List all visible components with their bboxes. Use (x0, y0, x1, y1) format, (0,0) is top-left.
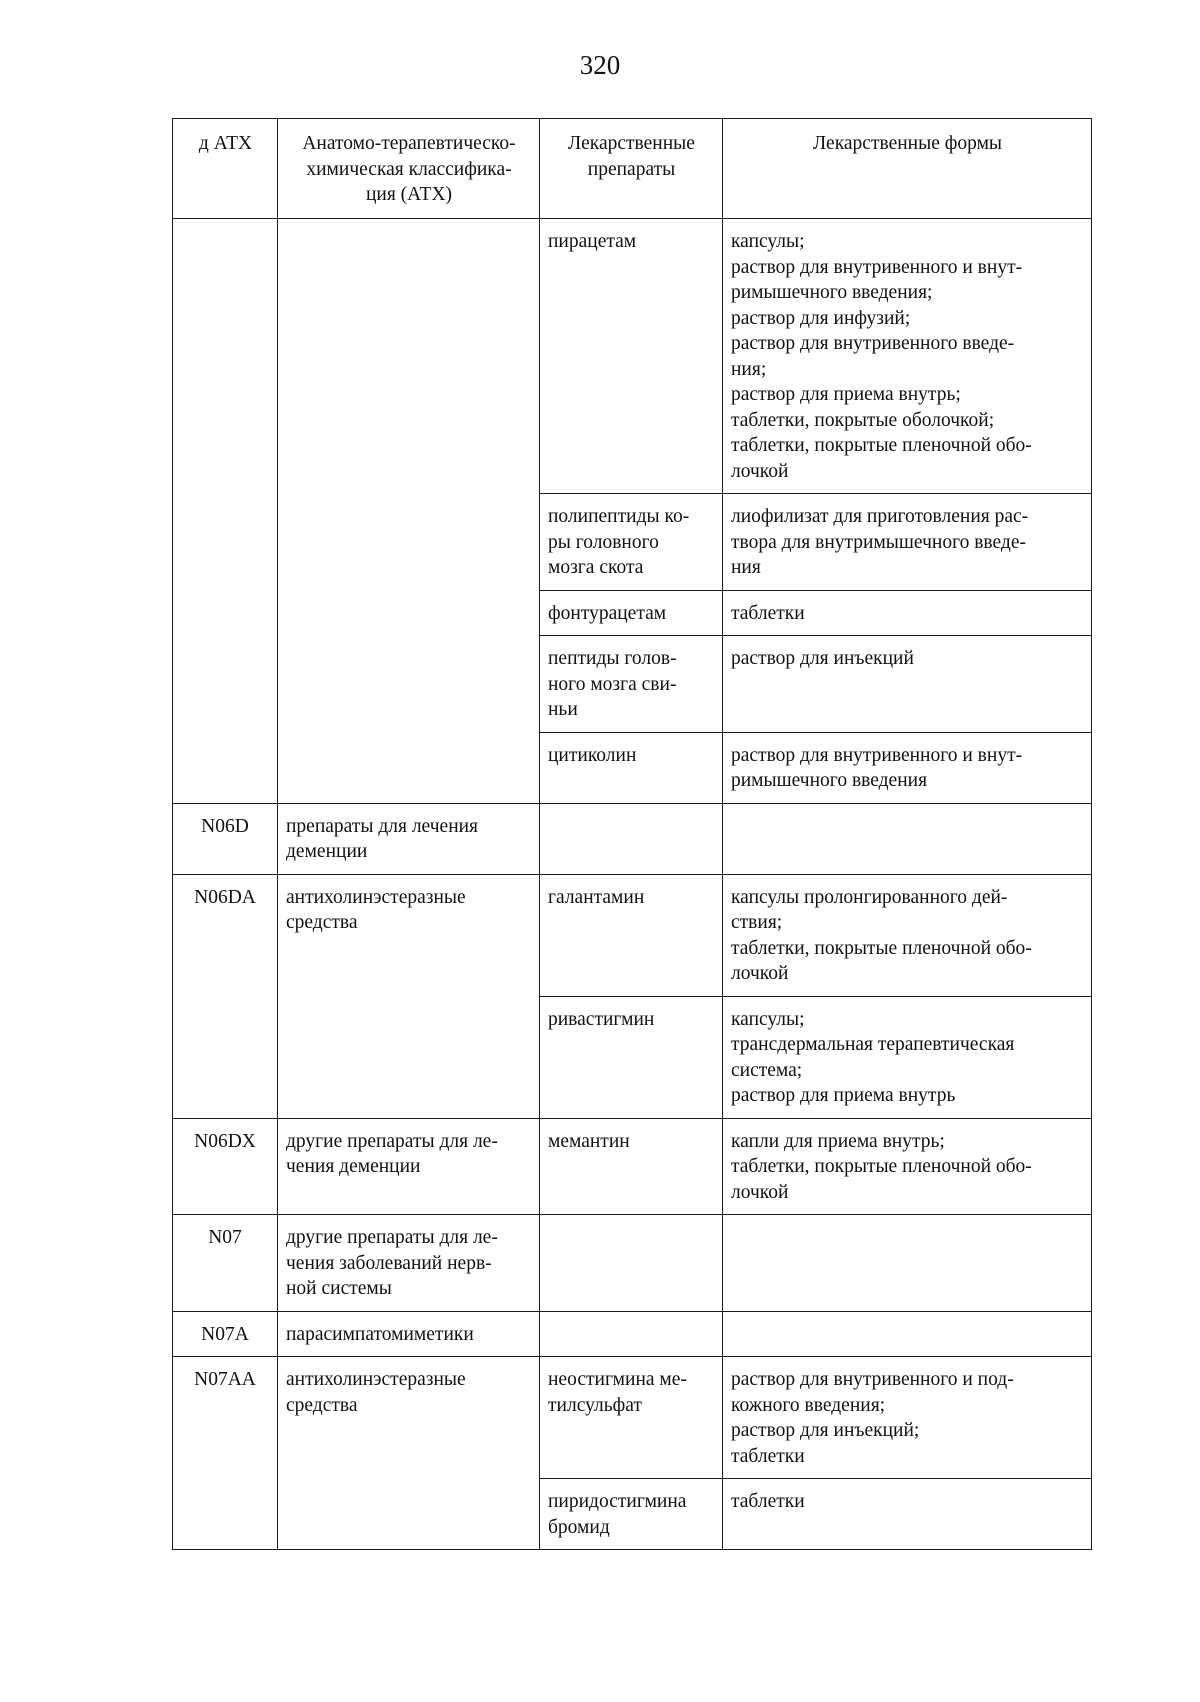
drug-name-cell: фонтурацетам (540, 590, 723, 636)
page-number: 320 (579, 50, 621, 80)
dosage-forms-cell: лиофилизат для приготовления рас- твора для внутримышечного введе- ния (723, 494, 1092, 591)
atx-name-cell: препараты для лечения деменции (278, 803, 540, 874)
header-dosage-forms: Лекарственные формы (723, 119, 1092, 219)
atx-name-cell: антихолинэстеразные средства (278, 1357, 540, 1550)
dosage-forms-cell: раствор для внутривенного и внут- римышечного введения (723, 732, 1092, 803)
atx-name-cell (278, 219, 540, 804)
drug-name-cell (540, 1215, 723, 1312)
drug-name-cell: пиридостигмина бромид (540, 1479, 723, 1550)
drug-name-cell: мемантин (540, 1118, 723, 1215)
dosage-forms-cell (723, 1311, 1092, 1357)
atx-code-cell: N06DA (173, 874, 278, 1118)
dosage-forms-cell: капли для приема внутрь; таблетки, покрытые пленочной обо- лочкой (723, 1118, 1092, 1215)
atx-name-cell: другие препараты для ле- чения заболеваний нерв- ной системы (278, 1215, 540, 1312)
dosage-forms-cell (723, 1215, 1092, 1312)
atx-classification-table (172, 118, 1092, 1550)
table-row (173, 1311, 1092, 1357)
dosage-forms-cell: раствор для внутривенного и под- кожного введения; раствор для инъекций; таблетки (723, 1357, 1092, 1479)
table-header-row (173, 119, 1092, 219)
atx-name-cell: антихолинэстеразные средства (278, 874, 540, 1118)
drug-name-cell: полипептиды ко- ры головного мозга скота (540, 494, 723, 591)
dosage-forms-cell: таблетки (723, 590, 1092, 636)
table-row (173, 1215, 1092, 1312)
atx-name-cell: другие препараты для ле- чения деменции (278, 1118, 540, 1215)
dosage-forms-cell (723, 803, 1092, 874)
atx-code-cell: N06D (173, 803, 278, 874)
drug-name-cell: пирацетам (540, 219, 723, 494)
dosage-forms-cell: капсулы; трансдермальная терапевтическая система; раствор для приема внутрь (723, 996, 1092, 1118)
table-row (173, 803, 1092, 874)
dosage-forms-cell: раствор для инъекций (723, 636, 1092, 733)
table-row (173, 874, 1092, 996)
dosage-forms-cell: таблетки (723, 1479, 1092, 1550)
dosage-forms-cell: капсулы; раствор для внутривенного и внут- римышечного введения; раствор для инфузий; раствор для внутривенного введе- ния; раствор для приема внутрь; таблетки, покрытые оболочкой; таблетки, покрытые пленочной обо- лочкой (723, 219, 1092, 494)
atx-code-cell: N07AA (173, 1357, 278, 1550)
drug-name-cell: галантамин (540, 874, 723, 996)
header-atx-code: д АТХ (173, 119, 278, 219)
dosage-forms-cell: капсулы пролонгированного дей- ствия; таблетки, покрытые пленочной обо- лочкой (723, 874, 1092, 996)
drug-name-cell: пептиды голов- ного мозга сви- ньи (540, 636, 723, 733)
drug-name-cell: ривастигмин (540, 996, 723, 1118)
table-row (173, 219, 1092, 494)
atx-code-cell: N07A (173, 1311, 278, 1357)
drug-name-cell (540, 1311, 723, 1357)
drug-name-cell (540, 803, 723, 874)
drug-name-cell: цитиколин (540, 732, 723, 803)
atx-code-cell: N06DX (173, 1118, 278, 1215)
atx-code-cell: N07 (173, 1215, 278, 1312)
header-drugs: Лекарственные препараты (540, 119, 723, 219)
atx-code-cell (173, 219, 278, 804)
table-row (173, 1118, 1092, 1215)
table-row (173, 1357, 1092, 1479)
atx-name-cell: парасимпатомиметики (278, 1311, 540, 1357)
drug-name-cell: неостигмина ме- тилсульфат (540, 1357, 723, 1479)
header-atx-classification: Анатомо-терапевтическо- химическая классифика- ция (АТХ) (278, 119, 540, 219)
